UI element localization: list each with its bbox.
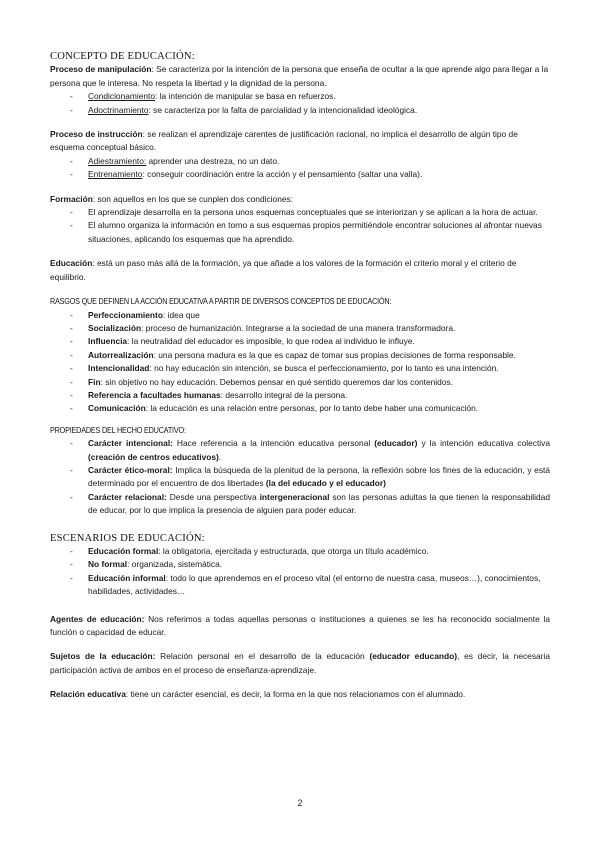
list-item bbox=[70, 335, 550, 348]
term-rasgo: Influencia bbox=[88, 336, 128, 347]
term-rasgo: Autorrealización bbox=[88, 349, 154, 360]
section-propiedades bbox=[50, 424, 550, 518]
term-escenario: Educación formal bbox=[88, 546, 159, 556]
section-title-rasgos: RASGOS QUE DEFINEN LA ACCIÓN EDUCATIVA A PARTIR DE DIVERSOS CONCEPTOS DE EDUCACIÓN: bbox=[50, 296, 392, 307]
list-item bbox=[70, 437, 550, 464]
list-item bbox=[70, 168, 550, 181]
text-rasgo: : sin objetivo no hay educación. Debemos pensar en qué sentido queremos dar los contenidos. bbox=[100, 376, 453, 387]
list-item bbox=[70, 402, 550, 415]
term-agentes: Agentes de educación: bbox=[50, 613, 145, 624]
paragraph-relacion bbox=[50, 688, 550, 701]
paragraph-instruccion bbox=[50, 128, 550, 155]
text-fragment: son las personas adultas la que tienen la responsabilidad de educar, por lo que implica la presencia de alguien para poder educar. bbox=[88, 491, 551, 516]
text-adoctrinamiento: : se caracteriza por la falta de parcialidad y la intencionalidad ideológica. bbox=[148, 104, 418, 115]
term-eticomoral: Carácter ético-moral: bbox=[88, 464, 173, 475]
paragraph-sujetos bbox=[50, 650, 550, 677]
section-concepto bbox=[50, 50, 550, 117]
term-rasgo: Socialización bbox=[88, 322, 142, 333]
bold-fragment: (educador) bbox=[374, 438, 418, 449]
term-rasgo: Perfeccionamiento bbox=[88, 309, 163, 320]
bold-fragment: (la del educado y el educador) bbox=[265, 478, 386, 489]
text-rasgo: : una persona madura es la que es capaz de tomar sus propias decisiones de forma responsable. bbox=[153, 349, 516, 360]
term-escenario: No formal bbox=[88, 559, 128, 570]
text-adiestramiento: aprender una destreza, no un dato. bbox=[146, 155, 280, 166]
list-escenarios bbox=[50, 545, 550, 599]
list-item bbox=[70, 464, 550, 491]
term-rasgo: Comunicación bbox=[88, 403, 146, 414]
term-adiestramiento: Adiestramiento: bbox=[88, 155, 147, 166]
paragraph-agentes bbox=[50, 613, 550, 640]
text-fragment: , es decir, la necesaria participación activa de ambos en el proceso de enseñanza-aprendizaje. bbox=[50, 651, 550, 675]
text-fragment: Implica la búsqueda de la plenitud de la persona, la reflexión sobre los fines de la educación, y está determinado por el encuentro de dos libertades bbox=[88, 464, 550, 489]
section-title-escenarios: ESCENARIOS DE EDUCACIÓN: bbox=[50, 532, 205, 544]
list-manipulacion bbox=[50, 90, 550, 117]
term-relacional: Carácter relacional: bbox=[88, 491, 167, 502]
bold-fragment: (creación de centros educativos) bbox=[88, 451, 219, 462]
text-fragment: Hace referencia a la intención educativa personal bbox=[172, 438, 375, 449]
list-item bbox=[70, 545, 550, 558]
page-number: 2 bbox=[297, 798, 303, 808]
text-fragment: y la intención educativa colectiva bbox=[417, 438, 550, 449]
document-page bbox=[50, 50, 550, 702]
text-relacion: : tiene un carácter esencial, es decir, la forma en la que nos relacionamos con el alumnado. bbox=[125, 689, 466, 700]
section-relacion bbox=[50, 688, 550, 701]
text-educacion: : está un paso más allá de la formación, ya que añade a los valores de la formación el criterio moral y el criterio de equilibrio. bbox=[50, 258, 517, 282]
list-item bbox=[70, 362, 550, 375]
section-escenarios bbox=[50, 532, 550, 599]
section-title-propiedades: PROPIEDADES DEL HECHO EDUCATIVO: bbox=[50, 424, 186, 435]
section-agentes bbox=[50, 613, 550, 640]
term-rasgo: Fin bbox=[88, 376, 101, 387]
list-propiedades bbox=[50, 437, 550, 517]
text-rasgo: : no hay educación sin intención, se busca el perfeccionamiento, por lo tanto es una intención. bbox=[149, 363, 499, 374]
list-item: - El aprendizaje desarrolla en la persona unos esquemas conceptuales que se interiorizan y se aplican a la hora de actuar. bbox=[70, 206, 550, 219]
section-formacion bbox=[50, 193, 550, 247]
text-escenario: : organizada, sistemática. bbox=[127, 559, 223, 570]
term-manipulacion: Proceso de manipulación bbox=[50, 64, 152, 75]
list-item bbox=[70, 491, 550, 518]
term-escenario: Educación informal bbox=[88, 572, 166, 583]
list-item bbox=[70, 349, 550, 362]
list-item bbox=[70, 572, 550, 599]
list-item bbox=[70, 322, 550, 335]
list-item bbox=[70, 104, 550, 117]
text-rasgo: : la educación es una relación entre personas, por lo tanto debe haber una comunicación. bbox=[145, 403, 479, 414]
section-title-concepto: CONCEPTO DE EDUCACIÓN: bbox=[50, 51, 195, 62]
section-instruccion bbox=[50, 128, 550, 182]
section-educacion bbox=[50, 257, 550, 284]
term-relacion: Relación educativa bbox=[50, 689, 126, 700]
term-formacion: Formación bbox=[50, 193, 93, 204]
text-fragment: Relación personal en el desarrollo de la educación bbox=[155, 651, 370, 662]
list-item bbox=[70, 558, 550, 571]
term-rasgo: Referencia a facultades humanas bbox=[88, 389, 221, 400]
term-instruccion: Proceso de instrucción bbox=[50, 129, 143, 140]
text-formacion: : son aquellos en los que se cunplen dos condiciones: bbox=[92, 193, 294, 204]
text-instruccion: : se realizan el aprendizaje carentes de justificación racional, no implica el desarrollo de algún tipo de esquema conceptual básico. bbox=[50, 129, 518, 153]
paragraph-educacion bbox=[50, 257, 550, 284]
list-item: - El alumno organiza la información en torno a sus esquemas propios permitiéndole encontrar soluciones al afrontar nuevas situaciones, aplicando los esquemas que ha aprendido. bbox=[70, 219, 550, 246]
list-rasgos bbox=[50, 309, 550, 416]
paragraph-formacion bbox=[50, 193, 550, 206]
text-rasgo: : la neutralidad del educador es imposible, lo que rodea al individuo le influye. bbox=[127, 336, 415, 347]
list-item bbox=[70, 309, 550, 322]
term-rasgo: Intencionalidad bbox=[88, 363, 150, 374]
text-escenario: : todo lo que aprendemos en el proceso vital (el entorno de nuestra casa, museos…), conocimientos, habilidades, actividades… bbox=[88, 572, 541, 597]
text-manipulacion: : Se caracteriza por la intención de la persona que enseña de ocultar a la que aprende algo para llegar a la persona que le interesa. No respeta la libertad y la dignidad de la persona. bbox=[50, 64, 549, 88]
text-fragment: . bbox=[218, 451, 222, 462]
text-condicionamiento: : la intención de manipular se basa en refuerzos. bbox=[155, 91, 336, 102]
bold-fragment: (educador educando) bbox=[369, 651, 458, 662]
list-instruccion bbox=[50, 155, 550, 182]
list-item bbox=[70, 389, 550, 402]
text-rasgo: : desarrollo integral de la persona. bbox=[220, 389, 348, 400]
list-item bbox=[70, 90, 550, 103]
term-educacion: Educación bbox=[50, 258, 93, 269]
term-intencional: Carácter intencional: bbox=[88, 438, 173, 449]
list-item bbox=[70, 155, 550, 168]
text-agentes: Nos referimos a todas aquellas personas o instituciones a quienes se les ha reconocido socialmente la función o capacidad de educar. bbox=[50, 613, 551, 638]
term-entrenamiento: Entrenamiento bbox=[88, 169, 143, 180]
text-escenario: : la obligatoria, ejercitada y estructurada, que otorga un título académico. bbox=[158, 546, 429, 556]
list-item bbox=[70, 376, 550, 389]
text-entrenamiento: : conseguir coordinación entre la acción y el pensamiento (saltar una valla). bbox=[142, 169, 423, 180]
paragraph-manipulacion bbox=[50, 63, 550, 90]
list-formacion bbox=[50, 206, 550, 246]
text-fragment: Desde una perspectiva bbox=[166, 491, 260, 502]
text-rasgo: : proceso de humanización. Integrarse a la sociedad de una manera transformadora. bbox=[141, 322, 456, 333]
text-rasgo: : idea que bbox=[162, 309, 200, 320]
term-condicionamiento: Condicionamiento bbox=[88, 91, 156, 102]
term-adoctrinamiento: Adoctrinamiento bbox=[88, 104, 149, 115]
section-rasgos bbox=[50, 295, 550, 416]
bold-fragment: intergeneracional bbox=[259, 491, 330, 502]
term-sujetos: Sujetos de la educación: bbox=[50, 651, 156, 662]
section-sujetos bbox=[50, 650, 550, 677]
